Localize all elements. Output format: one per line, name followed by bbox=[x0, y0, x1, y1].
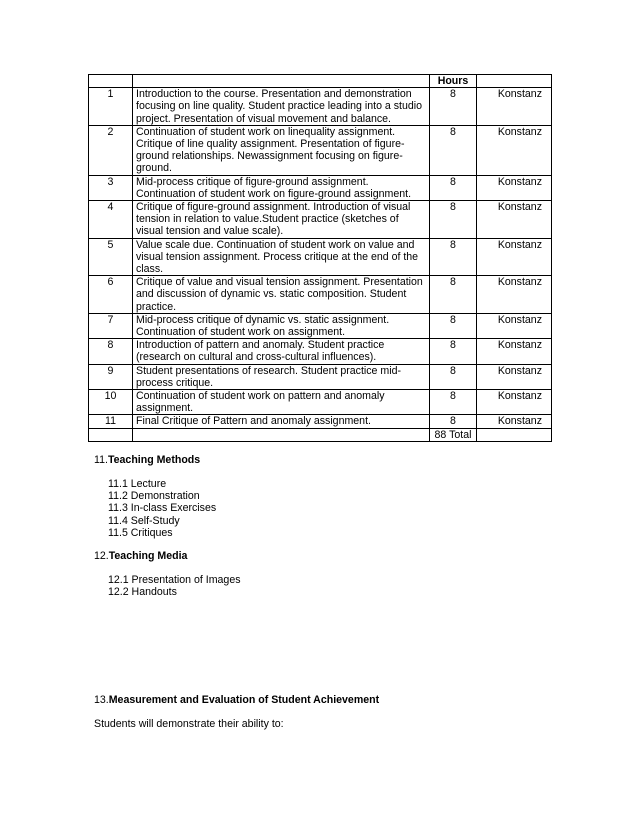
section-number: 11. bbox=[94, 454, 108, 466]
row-instructor: Konstanz bbox=[477, 390, 552, 415]
row-hours: 8 bbox=[430, 238, 477, 276]
row-hours: 8 bbox=[430, 125, 477, 175]
row-description: Introduction of pattern and anomaly. Student practice (research on cultural and cross-cultural influences). bbox=[133, 339, 430, 364]
row-number: 10 bbox=[89, 390, 133, 415]
row-description: Critique of value and visual tension assignment. Presentation and discussion of dynamic vs. static composition. Student practice. bbox=[133, 276, 430, 314]
row-hours: 8 bbox=[430, 390, 477, 415]
course-schedule-table bbox=[88, 74, 552, 442]
table-header-row bbox=[89, 75, 552, 88]
row-hours: 8 bbox=[430, 364, 477, 389]
row-hours: 8 bbox=[430, 201, 477, 239]
row-hours: 8 bbox=[430, 313, 477, 338]
list-item: 11.1 Lecture bbox=[108, 478, 167, 490]
table-row bbox=[89, 276, 552, 314]
total-description bbox=[133, 428, 430, 441]
row-number: 2 bbox=[89, 125, 133, 175]
total-num bbox=[89, 428, 133, 441]
row-number: 4 bbox=[89, 201, 133, 239]
section-title: Teaching Media bbox=[108, 550, 188, 562]
row-number: 5 bbox=[89, 238, 133, 276]
row-number: 1 bbox=[89, 88, 133, 126]
row-instructor: Konstanz bbox=[477, 125, 552, 175]
row-description: Introduction to the course. Presentation and demonstration focusing on line quality. Student practice leading into a studio project. Presentation of visual movement and balance. bbox=[133, 88, 430, 126]
table-row bbox=[89, 339, 552, 364]
row-instructor: Konstanz bbox=[477, 313, 552, 338]
section-title: Teaching Methods bbox=[107, 454, 201, 466]
row-description: Mid-process critique of dynamic vs. static assignment. Continuation of student work on assignment. bbox=[133, 313, 430, 338]
row-instructor: Konstanz bbox=[477, 276, 552, 314]
row-instructor: Konstanz bbox=[477, 175, 552, 200]
teaching-media-heading bbox=[94, 550, 187, 562]
row-instructor: Konstanz bbox=[477, 415, 552, 428]
row-number: 11 bbox=[89, 415, 133, 428]
row-description: Final Critique of Pattern and anomaly assignment. bbox=[133, 415, 430, 428]
section-number: 13. bbox=[94, 694, 109, 706]
row-instructor: Konstanz bbox=[477, 88, 552, 126]
row-number: 7 bbox=[89, 313, 133, 338]
row-hours: 8 bbox=[430, 339, 477, 364]
table-row bbox=[89, 125, 552, 175]
table-total-row bbox=[89, 428, 552, 441]
row-number: 9 bbox=[89, 364, 133, 389]
table-row bbox=[89, 175, 552, 200]
row-instructor: Konstanz bbox=[477, 201, 552, 239]
list-item: 11.4 Self-Study bbox=[108, 514, 180, 527]
teaching-media-list bbox=[108, 574, 241, 598]
row-hours: 8 bbox=[430, 175, 477, 200]
teaching-methods-list bbox=[108, 478, 216, 539]
row-description: Continuation of student work on linequality assignment. Critique of line quality assignment. Presentation of figure-ground relationships. Newassignment focusing on figure-ground. bbox=[133, 125, 430, 175]
header-num bbox=[89, 75, 133, 88]
row-description: Critique of figure-ground assignment. Introduction of visual tension in relation to value.Student practice (sketches of visual tension and value scale). bbox=[133, 201, 430, 239]
row-hours: 8 bbox=[430, 276, 477, 314]
total-hours: 88 Total bbox=[430, 428, 477, 441]
list-item: 12.2 Handouts bbox=[108, 586, 177, 599]
row-number: 3 bbox=[89, 175, 133, 200]
table-row bbox=[89, 364, 552, 389]
table-row bbox=[89, 88, 552, 126]
list-item: 11.5 Critiques bbox=[108, 526, 173, 539]
list-item: 11.3 In-class Exercises bbox=[108, 502, 217, 515]
row-description: Value scale due. Continuation of student work on value and visual tension assignment. Process critique at the end of the class. bbox=[133, 238, 430, 276]
row-hours: 8 bbox=[430, 415, 477, 428]
header-hours: Hours bbox=[430, 75, 477, 88]
row-instructor: Konstanz bbox=[477, 364, 552, 389]
header-instructor bbox=[477, 75, 552, 88]
row-hours: 8 bbox=[430, 88, 477, 126]
table-row bbox=[89, 313, 552, 338]
row-number: 6 bbox=[89, 276, 133, 314]
row-description: Mid-process critique of figure-ground assignment. Continuation of student work on figure-ground assignment. bbox=[133, 175, 430, 200]
measurement-heading bbox=[94, 694, 379, 706]
total-instructor bbox=[477, 428, 552, 441]
table-row bbox=[89, 201, 552, 239]
list-item: 11.2 Demonstration bbox=[108, 490, 200, 503]
row-instructor: Konstanz bbox=[477, 238, 552, 276]
table-row bbox=[89, 390, 552, 415]
row-instructor: Konstanz bbox=[477, 339, 552, 364]
table-row bbox=[89, 415, 552, 428]
section-number: 12. bbox=[94, 550, 109, 562]
measurement-intro: Students will demonstrate their ability to: bbox=[94, 718, 284, 730]
row-description: Continuation of student work on pattern and anomaly assignment. bbox=[133, 390, 430, 415]
list-item: 12.1 Presentation of Images bbox=[108, 574, 241, 586]
table-row bbox=[89, 238, 552, 276]
section-title: Measurement and Evaluation of Student Achievement bbox=[108, 694, 380, 706]
teaching-methods-heading bbox=[94, 454, 200, 466]
header-description bbox=[133, 75, 430, 88]
row-number: 8 bbox=[89, 339, 133, 364]
row-description: Student presentations of research. Student practice mid-process critique. bbox=[133, 364, 430, 389]
